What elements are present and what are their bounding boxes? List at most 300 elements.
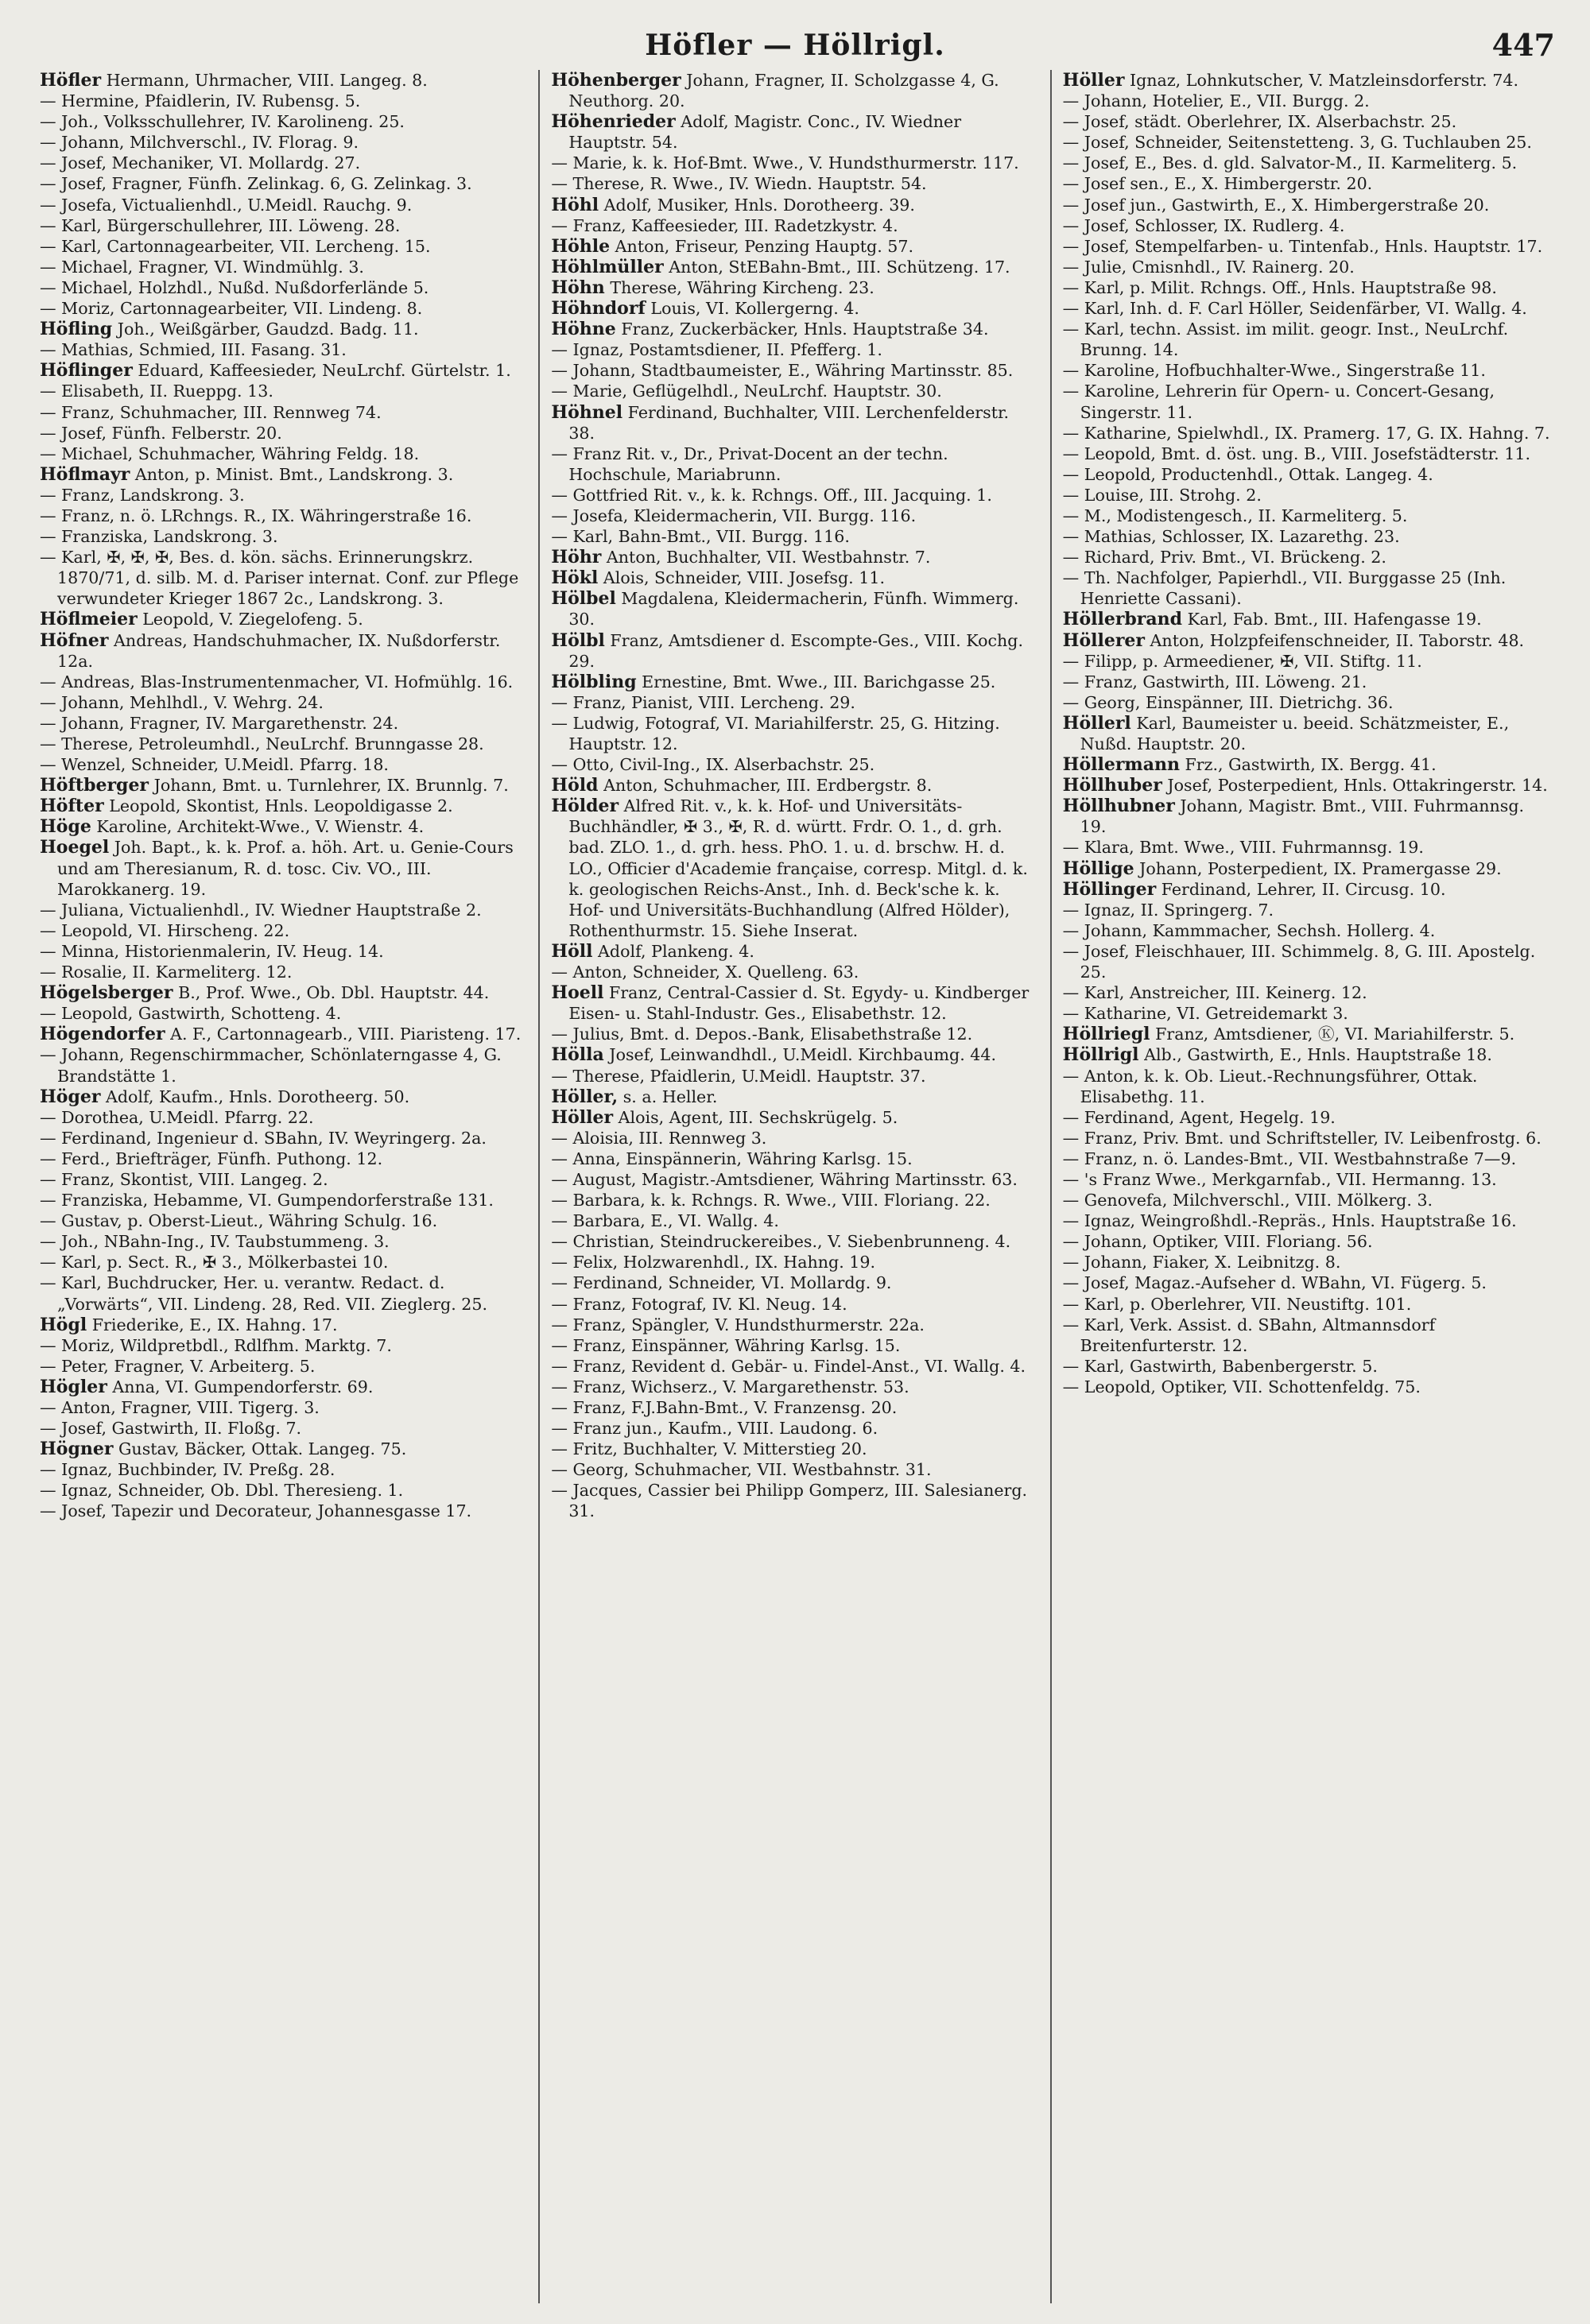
- directory-entry: [551, 1335, 1038, 1356]
- directory-entry: [40, 111, 527, 132]
- entry-details: — Leopold, VI. Hirscheng. 22.: [40, 920, 290, 940]
- entry-details: — Barbara, E., VI. Wallg. 4.: [551, 1211, 779, 1231]
- entry-details: Anton, Schuhmacher, III. Erdbergstr. 8.: [598, 776, 933, 796]
- directory-entry: [1063, 1128, 1550, 1148]
- directory-entry: [1063, 1107, 1550, 1128]
- entry-details: Alfred Rit. v., k. k. Hof- und Universitäts-Buchhändler, ✠ 3., ✠, R. d. württ. Frdr. O. 1., d. grh. bad. ZLO. 1., d. grh. hess. PhO. 1. u. d. brschw. H. d. LO., Officier d'Academie française, corresp. Mitgl. d. k. k. geologischen Reichs-Anst., Inh. d. Beck'sche k. k. Hof- und Universitäts-Buchhandlung (Alfred Hölder), Rothenthurmstr. 15. Siehe Inserat.: [568, 796, 1028, 940]
- entry-details: — Josef, E., Bes. d. gld. Salvator-M., II. Karmeliterg. 5.: [1062, 153, 1518, 173]
- entry-details: — Karl, Anstreicher, III. Keinerg. 12.: [1062, 983, 1367, 1003]
- entry-details: — Leopold, Bmt. d. öst. ung. B., VIII. Josefstädterstr. 11.: [1062, 443, 1530, 463]
- entry-details: — Julius, Bmt. d. Depos.-Bank, Elisabethstraße 12.: [551, 1024, 973, 1044]
- entry-details: — Joh., NBahn-Ing., IV. Taubstummeng. 3.: [40, 1232, 390, 1252]
- entry-details: — Franz, Schuhmacher, III. Rennweg 74.: [40, 402, 382, 422]
- directory-entry: [40, 837, 527, 899]
- entry-details: — Karl, Gastwirth, Babenbergerstr. 5.: [1062, 1356, 1378, 1376]
- directory-entry: [1063, 443, 1550, 464]
- directory-entry: [551, 526, 1038, 547]
- directory-entry: [551, 1480, 1038, 1521]
- directory-entry: [551, 173, 1038, 194]
- directory-entry: [1063, 672, 1550, 692]
- entry-details: — Rosalie, II. Karmeliterg. 12.: [40, 963, 293, 982]
- entry-details: — Ignaz, Weingroßhdl.-Repräs., Hnls. Hauptstraße 16.: [1062, 1211, 1517, 1231]
- directory-entry: [40, 754, 527, 775]
- entry-details: — Franz Rit. v., Dr., Privat-Docent an der techn. Hochschule, Mariabrunn.: [551, 443, 948, 484]
- entry-details: Andreas, Handschuhmacher, IX. Nußdorferstr. 12a.: [57, 630, 501, 671]
- directory-entry: [40, 1003, 527, 1024]
- directory-entry: [1063, 1003, 1550, 1024]
- entry-details: — Georg, Schuhmacher, VII. Westbahnstr. 31.: [551, 1460, 932, 1480]
- directory-entry: [1063, 526, 1550, 547]
- directory-entry: [40, 1418, 527, 1439]
- directory-entry: [40, 1480, 527, 1501]
- directory-entry: [1063, 132, 1550, 153]
- column-3: [1050, 70, 1561, 2303]
- directory-entry: [1063, 485, 1550, 505]
- entry-details: — Josef, Fragner, Fünfh. Zelinkag. 6, G. Zelinkag. 3.: [40, 174, 472, 194]
- entry-details: — Franziska, Landskrong. 3.: [40, 527, 278, 547]
- entry-surname: Höfler: [40, 70, 102, 91]
- entry-surname: Hökl: [551, 567, 599, 589]
- directory-entry: [1063, 1377, 1550, 1397]
- entry-details: Franz, Zuckerbäcker, Hnls. Hauptstraße 34.: [615, 320, 989, 339]
- entry-details: — Therese, Petroleumhdl., NeuLrchf. Brunngasse 28.: [40, 734, 484, 753]
- entry-surname: Höllerbrand: [1062, 609, 1183, 630]
- directory-entry: [551, 1107, 1038, 1128]
- directory-entry: [1063, 879, 1550, 900]
- directory-entry: [1063, 1272, 1550, 1293]
- directory-entry: [40, 1128, 527, 1148]
- entry-details: Therese, Währing Kircheng. 23.: [604, 277, 874, 297]
- entry-details: Ferdinand, Buchhalter, VIII. Lerchenfelderstr. 38.: [568, 402, 1010, 443]
- directory-entry: [40, 609, 527, 629]
- directory-entry: [40, 277, 527, 298]
- directory-entry: [40, 402, 527, 423]
- entry-details: — Filipp, p. Armeediener, ✠, VII. Stiftg. 11.: [1062, 651, 1422, 671]
- directory-entry: [40, 1439, 527, 1459]
- entry-details: — Peter, Fragner, V. Arbeiterg. 5.: [40, 1356, 316, 1376]
- entry-details: — Th. Nachfolger, Papierhdl., VII. Burggasse 25 (Inh. Henriette Cassani).: [1062, 568, 1507, 609]
- entry-surname: Hoell: [551, 982, 604, 1004]
- entry-details: — Moriz, Wildpretbdl., Rdlfhm. Marktg. 7.: [40, 1335, 392, 1355]
- directory-entry: [551, 1210, 1038, 1231]
- directory-entry: [40, 1231, 527, 1252]
- directory-entry: [1063, 547, 1550, 567]
- entry-details: — Leopold, Optiker, VII. Schottenfeldg. 75.: [1062, 1377, 1421, 1396]
- entry-details: — Johann, Optiker, VIII. Floriang. 56.: [1062, 1232, 1373, 1252]
- directory-entry: [40, 1356, 527, 1377]
- entry-details: — Hermine, Pfaidlerin, IV. Rubensg. 5.: [40, 91, 361, 111]
- entry-details: — Ferdinand, Ingenieur d. SBahn, IV. Weyringerg. 2a.: [40, 1128, 487, 1148]
- directory-entry: [40, 70, 527, 91]
- entry-surname: Höllige: [1062, 858, 1134, 879]
- entry-surname: Höhne: [551, 319, 616, 340]
- directory-entry: [40, 1210, 527, 1231]
- entry-details: — Johann, Stadtbaumeister, E., Währing Martinsstr. 85.: [551, 361, 1014, 381]
- directory-entry: [551, 775, 1038, 796]
- directory-entry: [40, 505, 527, 526]
- entry-details: — M., Modistengesch., II. Karmeliterg. 5.: [1062, 505, 1408, 525]
- entry-surname: Högendorfer: [40, 1024, 165, 1045]
- entry-surname: Höld: [551, 775, 599, 796]
- directory-entry: [551, 485, 1038, 505]
- directory-entry: [551, 713, 1038, 754]
- entry-details: — Josef, Stempelfarben- u. Tintenfab., Hnls. Hauptstr. 17.: [1062, 236, 1543, 256]
- directory-entry: [40, 319, 527, 339]
- directory-entry: [40, 173, 527, 194]
- entry-details: — Franz, n. ö. LRchngs. R., IX. Währingerstraße 16.: [40, 505, 472, 525]
- entry-details: — Karoline, Lehrerin für Opern- u. Concert-Gesang, Singerstr. 11.: [1062, 382, 1495, 422]
- entry-surname: Hölder: [551, 796, 619, 817]
- entry-details: Josef, Leinwandhdl., U.Meidl. Kirchbaumg. 44.: [603, 1045, 997, 1065]
- entry-surname: Hölbling: [551, 671, 637, 692]
- entry-details: Joh. Bapt., k. k. Prof. a. höh. Art. u. Genie-Cours und am Theresianum, R. d. tosc. Civ. VO., III. Marokkanerg. 19.: [57, 838, 514, 899]
- directory-entry: [551, 796, 1038, 941]
- entry-details: — Franziska, Hebamme, VI. Gumpendorferstraße 131.: [40, 1191, 494, 1210]
- entry-details: — Karl, Bürgerschullehrer, III. Löweng. 28.: [40, 215, 401, 235]
- entry-details: Friederike, E., IX. Hahng. 17.: [87, 1315, 338, 1334]
- directory-entry: [1063, 423, 1550, 443]
- directory-entry: [1063, 609, 1550, 629]
- entry-details: — Ignaz, Schneider, Ob. Dbl. Theresieng. 1.: [40, 1481, 404, 1501]
- entry-details: — Genovefa, Milchverschl., VIII. Mölkerg. 3.: [1062, 1191, 1433, 1210]
- directory-entry: [1063, 775, 1550, 796]
- directory-entry: [1063, 692, 1550, 713]
- entry-details: A. F., Cartonnagearb., VIII. Piaristeng. 17.: [165, 1024, 522, 1044]
- entry-details: — Gustav, p. Oberst-Lieut., Währing Schulg. 16.: [40, 1211, 438, 1231]
- entry-details: — Moriz, Cartonnagearbeiter, VII. Lindeng. 8.: [40, 299, 423, 319]
- entry-details: — Therese, Pfaidlerin, U.Meidl. Hauptstr. 37.: [551, 1066, 926, 1086]
- entry-details: — Ignaz, Postamtsdiener, II. Pfefferg. 1.: [551, 340, 882, 360]
- entry-details: — Marie, k. k. Hof-Bmt. Wwe., V. Hundsthurmerstr. 117.: [551, 153, 1019, 173]
- entry-surname: Höhn: [551, 277, 605, 298]
- entry-details: — Minna, Historienmalerin, IV. Heug. 14.: [40, 941, 384, 961]
- directory-entry: [551, 111, 1038, 153]
- entry-details: — Johann, Mehlhdl., V. Wehrg. 24.: [40, 692, 324, 712]
- entry-details: — Michael, Holzhdl., Nußd. Nußdorferlände 5.: [40, 277, 429, 297]
- directory-entry: [551, 1169, 1038, 1190]
- directory-entry: [1063, 920, 1550, 941]
- directory-entry: [1063, 319, 1550, 360]
- entry-surname: Höflinger: [40, 360, 133, 382]
- directory-columns: [29, 70, 1561, 2303]
- entry-details: — Josefa, Victualienhdl., U.Meidl. Rauchg. 9.: [40, 195, 413, 215]
- directory-entry: [1063, 1190, 1550, 1210]
- entry-surname: Höllerl: [1062, 712, 1131, 734]
- entry-details: Eduard, Kaffeesieder, NeuLrchf. Gürtelstr. 1.: [132, 361, 511, 381]
- entry-details: — Felix, Holzwarenhdl., IX. Hahng. 19.: [551, 1253, 876, 1272]
- directory-entry: [1063, 713, 1550, 754]
- directory-entry: [40, 1044, 527, 1086]
- directory-entry: [551, 70, 1038, 111]
- directory-entry: [1063, 464, 1550, 485]
- directory-entry: [551, 547, 1038, 567]
- entry-details: — Franz, n. ö. Landes-Bmt., VII. Westbahnstraße 7—9.: [1062, 1148, 1517, 1168]
- entry-details: — Leopold, Productenhdl., Ottak. Langeg. 4.: [1062, 464, 1433, 484]
- directory-entry: [551, 153, 1038, 173]
- entry-details: — Franz, Landskrong. 3.: [40, 485, 245, 505]
- directory-entry: [1063, 1024, 1550, 1044]
- entry-details: Leopold, V. Ziegelofeng. 5.: [137, 610, 363, 629]
- entry-details: — Franz, Wichserz., V. Margarethenstr. 53.: [551, 1377, 909, 1396]
- directory-entry: [40, 547, 527, 609]
- directory-entry: [40, 443, 527, 464]
- directory-entry: [40, 734, 527, 754]
- entry-details: Alb., Gastwirth, E., Hnls. Hauptstraße 18.: [1138, 1045, 1492, 1065]
- entry-surname: Höhnel: [551, 401, 623, 423]
- entry-details: Anton, p. Minist. Bmt., Landskrong. 3.: [130, 464, 454, 484]
- entry-details: — Ferd., Briefträger, Fünfh. Puthong. 12.: [40, 1148, 383, 1168]
- entry-details: Karl, Baumeister u. beeid. Schätzmeister, E., Nußd. Hauptstr. 20.: [1080, 713, 1510, 753]
- entry-details: — Leopold, Gastwirth, Schotteng. 4.: [40, 1004, 342, 1024]
- entry-details: — Josef, Mechaniker, VI. Mollardg. 27.: [40, 153, 361, 173]
- directory-entry: [551, 215, 1038, 236]
- entry-details: — 's Franz Wwe., Merkgarnfab., VII. Hermanng. 13.: [1062, 1169, 1497, 1189]
- entry-details: — Karl, techn. Assist. im milit. geogr. Inst., NeuLrchf. Brunng. 14.: [1062, 320, 1509, 360]
- directory-entry: [40, 1252, 527, 1272]
- directory-entry: [551, 298, 1038, 319]
- entry-surname: Höhle: [551, 235, 611, 257]
- entry-details: — Mathias, Schlosser, IX. Lazarethg. 23.: [1062, 527, 1400, 547]
- entry-surname: Högner: [40, 1439, 114, 1460]
- entry-details: Adolf, Kaufm., Hnls. Dorotheerg. 50.: [100, 1086, 410, 1106]
- directory-entry: [551, 1272, 1038, 1293]
- directory-entry: [40, 485, 527, 505]
- directory-entry: [1063, 941, 1550, 982]
- entry-surname: Hölla: [551, 1044, 604, 1066]
- directory-entry: [551, 588, 1038, 629]
- directory-entry: [1063, 236, 1550, 257]
- entry-surname: Höflmayr: [40, 463, 130, 485]
- entry-details: Adolf, Magistr. Conc., IV. Wiedner Hauptstr. 54.: [568, 112, 962, 153]
- directory-entry: [40, 1148, 527, 1169]
- entry-details: Joh., Weißgärber, Gaudzd. Badg. 11.: [112, 320, 419, 339]
- entry-details: — Anton, k. k. Ob. Lieut.-Rechnungsführer, Ottak. Elisabethg. 11.: [1062, 1066, 1478, 1106]
- directory-entry: [1063, 982, 1550, 1003]
- entry-details: — Elisabeth, II. Rueppg. 13.: [40, 382, 273, 401]
- entry-details: Alois, Schneider, VIII. Josefsg. 11.: [598, 568, 886, 588]
- entry-details: — Josef, Gastwirth, II. Floßg. 7.: [40, 1419, 302, 1439]
- directory-entry: [40, 1501, 527, 1521]
- directory-entry: [40, 1335, 527, 1356]
- entry-details: — Josef, Schlosser, IX. Rudlerg. 4.: [1062, 215, 1345, 235]
- directory-entry: [551, 402, 1038, 443]
- entry-details: Anton, Buchhalter, VII. Westbahnstr. 7.: [601, 548, 931, 567]
- directory-entry: [551, 1294, 1038, 1315]
- directory-entry: [551, 982, 1038, 1024]
- entry-details: — Franz, Spängler, V. Hundsthurmerstr. 22a.: [551, 1315, 925, 1334]
- entry-details: — Franz, Kaffeesieder, III. Radetzkystr. 4.: [551, 215, 898, 235]
- directory-entry: [1063, 630, 1550, 651]
- entry-details: — Karoline, Hofbuchhalter-Wwe., Singerstraße 11.: [1062, 361, 1486, 381]
- entry-details: — Josefa, Kleidermacherin, VII. Burgg. 116.: [551, 505, 917, 525]
- directory-entry: [40, 339, 527, 360]
- entry-details: — Karl, p. Sect. R., ✠ 3., Mölkerbastei 10.: [40, 1253, 389, 1272]
- entry-details: s. a. Heller.: [618, 1086, 718, 1106]
- entry-surname: Högl: [40, 1314, 87, 1335]
- entry-details: — Johann, Milchverschl., IV. Florag. 9.: [40, 133, 359, 153]
- entry-details: — Josef, Schneider, Seitenstetteng. 3, G. Tuchlauben 25.: [1062, 133, 1532, 153]
- entry-details: — Franz jun., Kaufm., VIII. Laudong. 6.: [551, 1419, 878, 1439]
- directory-entry: [1063, 1252, 1550, 1272]
- directory-entry: [40, 195, 527, 215]
- directory-entry: [551, 1252, 1038, 1272]
- entry-details: — Barbara, k. k. Rchngs. R. Wwe., VIII. Floriang. 22.: [551, 1191, 991, 1210]
- entry-details: — Therese, R. Wwe., IV. Wiedn. Hauptstr. 54.: [551, 174, 927, 194]
- directory-entry: [551, 236, 1038, 257]
- directory-entry: [40, 1459, 527, 1480]
- directory-entry: [1063, 858, 1550, 879]
- entry-details: — August, Magistr.-Amtsdiener, Währing Martinsstr. 63.: [551, 1169, 1018, 1189]
- entry-details: Frz., Gastwirth, IX. Bergg. 41.: [1179, 755, 1437, 775]
- directory-entry: [551, 754, 1038, 775]
- directory-entry: [551, 1148, 1038, 1169]
- entry-details: Josef, Posterpedient, Hnls. Ottakringerstr. 14.: [1161, 776, 1548, 796]
- directory-entry: [1063, 195, 1550, 215]
- entry-details: — Andreas, Blas-Instrumentenmacher, VI. Hofmühlg. 16.: [40, 672, 514, 691]
- entry-details: Franz, Amtsdiener, Ⓚ, VI. Mariahilferstr. 5.: [1150, 1024, 1515, 1044]
- directory-entry: [1063, 298, 1550, 319]
- entry-details: — Josef, Tapezir und Decorateur, Johannesgasse 17.: [40, 1501, 472, 1521]
- entry-details: — Ferdinand, Agent, Hegelg. 19.: [1062, 1107, 1336, 1127]
- directory-entry: [40, 982, 527, 1003]
- directory-entry: [551, 1377, 1038, 1397]
- entry-details: — Fritz, Buchhalter, V. Mitterstieg 20.: [551, 1439, 867, 1459]
- entry-surname: Höhr: [551, 547, 602, 568]
- entry-details: — Karl, Inh. d. F. Carl Höller, Seidenfärber, VI. Wallg. 4.: [1062, 299, 1527, 319]
- entry-surname: Höllerer: [1062, 629, 1146, 651]
- running-title: Höfler — Höllrigl.: [645, 29, 945, 62]
- entry-details: — Ignaz, Buchbinder, IV. Preßg. 28.: [40, 1460, 335, 1480]
- directory-entry: [1063, 505, 1550, 526]
- entry-details: Johann, Bmt. u. Turnlehrer, IX. Brunnlg. 7.: [149, 776, 509, 796]
- directory-entry: [1063, 1044, 1550, 1065]
- directory-entry: [40, 381, 527, 401]
- directory-entry: [40, 153, 527, 173]
- page-header: [29, 22, 1561, 70]
- entry-surname: Höhlmüller: [551, 256, 664, 277]
- directory-entry: [40, 1377, 527, 1397]
- entry-details: — Mathias, Schmied, III. Fasang. 31.: [40, 340, 347, 360]
- entry-details: Johann, Magistr. Bmt., VIII. Fuhrmannsg. 19.: [1080, 796, 1525, 837]
- directory-entry: [40, 1190, 527, 1210]
- entry-details: — Johann, Hotelier, E., VII. Burgg. 2.: [1062, 91, 1370, 111]
- directory-entry: [551, 962, 1038, 982]
- directory-entry: [551, 672, 1038, 692]
- directory-entry: [551, 257, 1038, 277]
- directory-entry: [1063, 70, 1550, 91]
- entry-surname: Hölbl: [551, 629, 605, 651]
- directory-entry: [551, 1356, 1038, 1377]
- entry-details: Franz, Central-Cassier d. St. Egydy- u. Kindberger Eisen- u. Stahl-Industr. Ges., Elisabethstr. 12.: [568, 983, 1030, 1024]
- directory-entry: [40, 775, 527, 796]
- entry-details: — Josef sen., E., X. Himbergerstr. 20.: [1062, 174, 1373, 194]
- directory-entry: [40, 816, 527, 837]
- entry-surname: Höhl: [551, 194, 599, 215]
- directory-entry: [551, 567, 1038, 588]
- entry-details: Anna, VI. Gumpendorferstr. 69.: [107, 1377, 374, 1396]
- entry-surname: Höllhubner: [1062, 796, 1175, 817]
- entry-details: — Marie, Geflügelhdl., NeuLrchf. Hauptstr. 30.: [551, 382, 942, 401]
- entry-details: — Katharine, VI. Getreidemarkt 3.: [1062, 1004, 1348, 1024]
- entry-surname: Höll: [551, 940, 593, 962]
- entry-surname: Höller: [551, 1106, 614, 1128]
- directory-entry: [40, 920, 527, 941]
- entry-details: Ernestine, Bmt. Wwe., III. Barichgasse 25.: [636, 672, 996, 691]
- directory-entry: [1063, 837, 1550, 858]
- entry-details: — Josef, Magaz.-Aufseher d. WBahn, VI. Fügerg. 5.: [1062, 1273, 1487, 1293]
- directory-entry: [551, 1459, 1038, 1480]
- entry-details: — Franz, Pianist, VIII. Lercheng. 29.: [551, 692, 855, 712]
- entry-details: — Josef, Fünfh. Felberstr. 20.: [40, 423, 282, 443]
- directory-entry: [551, 1190, 1038, 1210]
- entry-details: — Michael, Fragner, VI. Windmühlg. 3.: [40, 257, 364, 277]
- directory-entry: [40, 215, 527, 236]
- entry-surname: Höllinger: [1062, 878, 1157, 900]
- entry-surname: Höhenberger: [551, 70, 681, 91]
- directory-entry: [551, 1439, 1038, 1459]
- directory-entry: [1063, 1066, 1550, 1107]
- entry-details: — Ludwig, Fotograf, VI. Mariahilferstr. 25, G. Hitzing. Hauptstr. 12.: [551, 713, 1000, 753]
- entry-details: — Julie, Cmisnhdl., IV. Rainerg. 20.: [1062, 257, 1355, 277]
- directory-entry: [40, 423, 527, 443]
- entry-details: — Jacques, Cassier bei Philipp Gomperz, III. Salesianerg. 31.: [551, 1481, 1028, 1521]
- directory-entry: [1063, 754, 1550, 775]
- page-number: 447: [1491, 27, 1555, 63]
- directory-entry: [40, 132, 527, 153]
- entry-details: Karl, Fab. Bmt., III. Hafengasse 19.: [1182, 610, 1482, 629]
- directory-entry: [40, 713, 527, 734]
- entry-details: — Franz, Skontist, VIII. Langeg. 2.: [40, 1169, 328, 1189]
- entry-surname: Höllhuber: [1062, 775, 1162, 796]
- directory-entry: [40, 1107, 527, 1128]
- entry-details: — Dorothea, U.Meidl. Pfarrg. 22.: [40, 1107, 314, 1127]
- entry-surname: Höge: [40, 816, 91, 838]
- directory-entry: [1063, 1294, 1550, 1315]
- entry-surname: Höllrigl: [1062, 1044, 1139, 1066]
- entry-details: — Josef, Fleischhauer, III. Schimmelg. 8, G. III. Apostelg. 25.: [1062, 941, 1536, 982]
- entry-details: Adolf, Plankeng. 4.: [592, 941, 754, 961]
- directory-entry: [1063, 91, 1550, 111]
- directory-entry: [40, 91, 527, 111]
- directory-entry: [551, 1418, 1038, 1439]
- column-2: [538, 70, 1049, 2303]
- directory-entry: [1063, 153, 1550, 173]
- directory-entry: [1063, 651, 1550, 672]
- directory-entry: [551, 1397, 1038, 1418]
- entry-details: — Josef jun., Gastwirth, E., X. Himbergerstraße 20.: [1062, 195, 1490, 215]
- directory-entry: [40, 941, 527, 962]
- entry-details: — Otto, Civil-Ing., IX. Alserbachstr. 25.: [551, 755, 875, 775]
- directory-entry: [1063, 1315, 1550, 1356]
- directory-entry: [551, 381, 1038, 401]
- entry-details: — Joh., Volksschullehrer, IV. Karolineng. 25.: [40, 112, 405, 132]
- entry-details: Karoline, Architekt-Wwe., V. Wienstr. 4.: [91, 817, 425, 837]
- entry-details: — Karl, p. Milit. Rchngs. Off., Hnls. Hauptstraße 98.: [1062, 277, 1497, 297]
- entry-details: — Johann, Regenschirmmacher, Schönlaterngasse 4, G. Brandstätte 1.: [40, 1045, 502, 1086]
- entry-details: — Franz, F.J.Bahn-Bmt., V. Franzensg. 20.: [551, 1398, 898, 1417]
- directory-entry: [40, 630, 527, 672]
- entry-details: Anton, Holzpfeifenschneider, II. Taborstr. 48.: [1145, 630, 1525, 650]
- directory-entry: [551, 277, 1038, 298]
- entry-details: Anton, StEBahn-Bmt., III. Schützeng. 17.: [663, 257, 1010, 277]
- entry-details: — Katharine, Spielwhdl., IX. Pramerg. 17, G. IX. Hahng. 7.: [1062, 423, 1550, 443]
- entry-surname: Höfling: [40, 319, 113, 340]
- entry-details: B., Prof. Wwe., Ob. Dbl. Hauptstr. 44.: [173, 983, 490, 1003]
- entry-details: — Ferdinand, Schneider, VI. Mollardg. 9.: [551, 1273, 892, 1293]
- entry-details: Louis, VI. Kollergerng. 4.: [645, 299, 859, 319]
- directory-entry: [551, 339, 1038, 360]
- directory-entry: [1063, 567, 1550, 609]
